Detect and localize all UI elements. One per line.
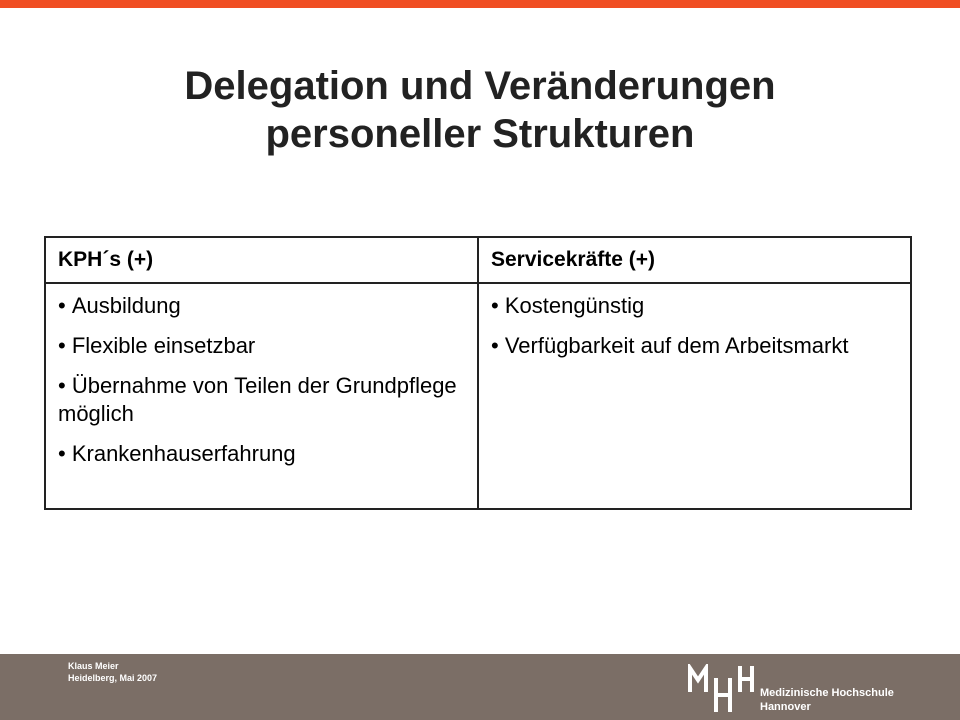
footer-place-date: Heidelberg, Mai 2007: [68, 673, 158, 683]
institution-line-1: Medizinische Hochschule: [760, 687, 894, 699]
list-item: • Flexible einsetzbar: [58, 332, 465, 360]
kph-list: [58, 292, 465, 468]
slide-title: [0, 62, 960, 158]
header-servicekraefte: Servicekräfte (+): [478, 237, 911, 283]
list-item: • Kostengünstig: [491, 292, 898, 320]
footer-author-block: [68, 660, 157, 684]
servicekraefte-list: [491, 292, 898, 360]
list-item: • Ausbildung: [58, 292, 465, 320]
title-line-2: personeller Strukturen: [265, 112, 695, 156]
cell-servicekraefte: [478, 283, 911, 509]
cell-kph: [45, 283, 478, 509]
table-header-row: [45, 237, 911, 283]
title-line-1: Delegation und Veränderungen: [184, 64, 776, 108]
institution-name: [760, 686, 894, 714]
table-row: [45, 283, 911, 509]
list-item: • Verfügbarkeit auf dem Arbeitsmarkt: [491, 332, 898, 360]
list-item: • Übernahme von Teilen der Grundpflege möglich: [58, 372, 465, 428]
institution-line-2: Hannover: [760, 701, 811, 713]
top-accent-bar: [0, 0, 960, 8]
footer-author: Klaus Meier: [68, 661, 119, 671]
list-item: • Krankenhauserfahrung: [58, 440, 465, 468]
header-kph: KPH´s (+): [45, 237, 478, 283]
comparison-table: [44, 236, 912, 510]
